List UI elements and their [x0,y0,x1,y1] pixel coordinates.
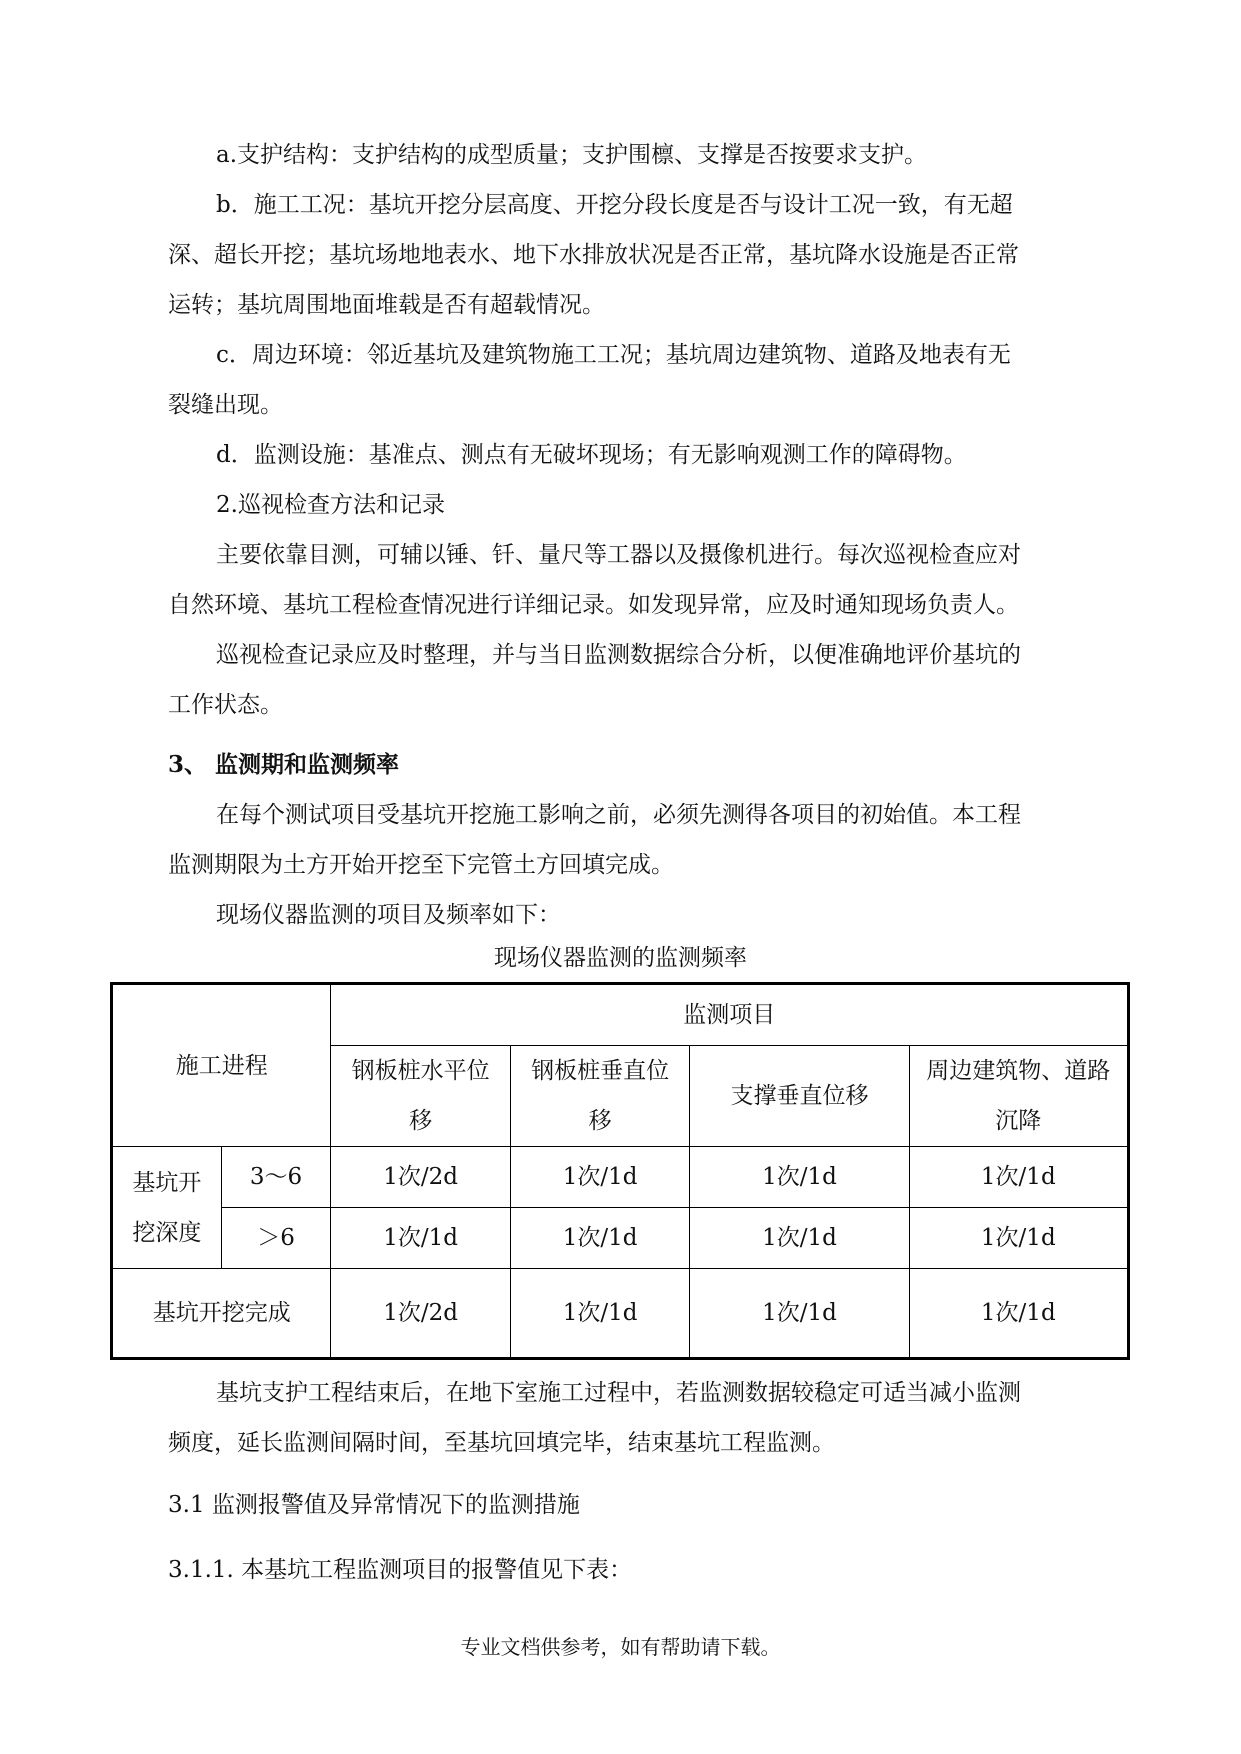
table-cell: 1次/1d [690,1269,909,1359]
paragraph-b-line1: b．施工工况：基坑开挖分层高度、开挖分段长度是否与设计工况一致，有无超 [216,192,1013,218]
paragraph-method-line2: 自然环境、基坑工程检查情况进行详细记录。如发现异常，应及时通知现场负责人。 [168,592,1019,618]
page-footer: 专业文档供参考，如有帮助请下载。 [460,1635,781,1659]
table-cell: 1次/1d [909,1147,1128,1208]
table-cell: 1次/2d [331,1147,510,1208]
header-support-vertical: 支撑垂直位移 [690,1046,909,1147]
table-cell: 1次/1d [510,1208,689,1269]
section-heading-3-1-1: 3.1.1. 本基坑工程监测项目的报警值见下表： [168,1557,633,1583]
table-cell: 1次/1d [909,1269,1128,1359]
frequency-table [110,982,1130,1360]
table-caption: 现场仪器监测的监测频率 [494,945,747,971]
paragraph-period-line2: 监测期限为土方开始开挖至下完管土方回填完成。 [168,852,674,878]
depth-range-cell: ＞6 [221,1208,331,1269]
paragraph-after-table-line2: 频度，延长监测间隔时间，至基坑回填完毕，结束基坑工程监测。 [168,1430,835,1456]
header-sheet-pile-vertical: 钢板桩垂直位移 [510,1046,689,1147]
paragraph-after-table-line1: 基坑支护工程结束后，在地下室施工过程中，若监测数据较稳定可适当减小监测 [216,1380,1021,1406]
header-monitoring-items: 监测项目 [331,984,1129,1046]
excavation-depth-label: 基坑开挖深度 [112,1147,222,1269]
table-cell: 1次/1d [510,1147,689,1208]
section-heading-3: 3、 监测期和监测频率 [168,751,400,778]
paragraph-method-line1: 主要依靠目测，可辅以锤、钎、量尺等工器以及摄像机进行。每次巡视检查应对 [216,542,1021,568]
header-building-road-settlement: 周边建筑物、道路沉降 [909,1046,1128,1147]
paragraph-c-line2: 裂缝出现。 [168,392,283,418]
paragraph-a: a.支护结构：支护结构的成型质量；支护围檩、支撑是否按要求支护。 [216,142,928,168]
table-cell: 1次/1d [690,1147,909,1208]
paragraph-period-line1: 在每个测试项目受基坑开挖施工影响之前，必须先测得各项目的初始值。本工程 [216,802,1021,828]
table-cell: 1次/1d [331,1208,510,1269]
table-cell: 1次/1d [510,1269,689,1359]
table-row [112,1208,1129,1269]
header-construction-stage: 施工进程 [112,984,331,1147]
heading-inspection-method: 2.巡视检查方法和记录 [216,492,445,518]
paragraph-d: d．监测设施：基准点、测点有无破坏现场；有无影响观测工作的障碍物。 [216,442,967,468]
paragraph-record-line2: 工作状态。 [168,692,283,718]
paragraph-items-intro: 现场仪器监测的项目及频率如下： [216,902,561,928]
table-cell: 1次/1d [909,1208,1128,1269]
excavation-complete-label: 基坑开挖完成 [112,1269,331,1359]
table-row [112,1269,1129,1359]
table-cell: 1次/1d [690,1208,909,1269]
table-cell: 1次/2d [331,1269,510,1359]
depth-range-cell: 3～6 [221,1147,331,1208]
section-heading-3-1: 3.1 监测报警值及异常情况下的监测措施 [168,1492,580,1518]
paragraph-c-line1: c．周边环境：邻近基坑及建筑物施工工况；基坑周边建筑物、道路及地表有无 [216,342,1011,368]
paragraph-b-line3: 运转；基坑周围地面堆载是否有超载情况。 [168,292,605,318]
table-header-row [112,984,1129,1046]
paragraph-record-line1: 巡视检查记录应及时整理，并与当日监测数据综合分析，以便准确地评价基坑的 [216,642,1021,668]
table-row [112,1147,1129,1208]
header-sheet-pile-horizontal: 钢板桩水平位移 [331,1046,510,1147]
paragraph-b-line2: 深、超长开挖；基坑场地地表水、地下水排放状况是否正常，基坑降水设施是否正常 [168,242,1019,268]
